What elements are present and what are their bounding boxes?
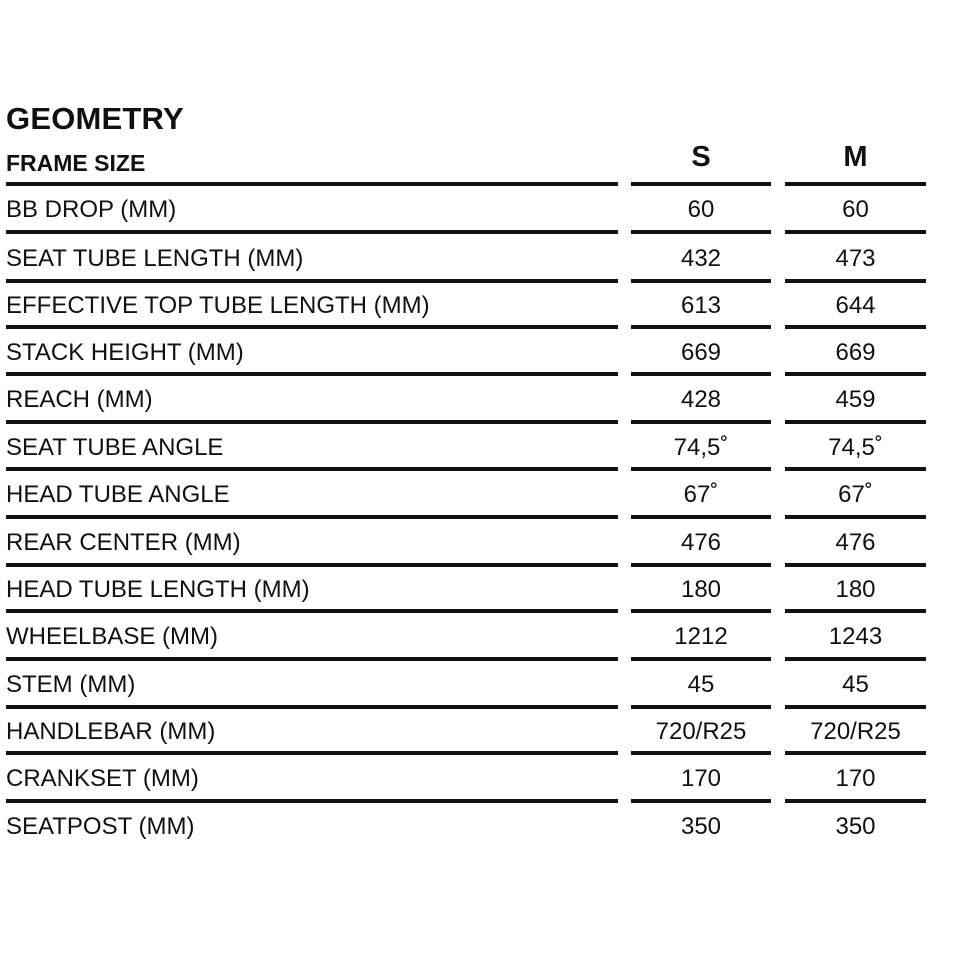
geometry-table: [6, 138, 926, 851]
size-m-value: 74,5˚: [828, 433, 883, 461]
size-s-value: 350: [680, 813, 722, 840]
table-row: [6, 613, 926, 661]
row-label: STEM (MM): [6, 671, 136, 698]
table-row: [6, 424, 926, 471]
frame-size-label: FRAME SIZE: [6, 150, 146, 176]
row-label: HANDLEBAR (MM): [6, 718, 216, 745]
table-row: [6, 661, 926, 709]
row-label: REAR CENTER (MM): [6, 529, 241, 556]
size-m-value: 473: [835, 244, 876, 272]
size-m-value: 67˚: [838, 481, 873, 508]
size-s-value: 45: [687, 671, 715, 698]
size-s-value: 432: [680, 244, 722, 272]
size-s-value: 180: [680, 576, 722, 603]
row-label: HEAD TUBE ANGLE: [6, 481, 230, 508]
table-row: [6, 376, 926, 424]
size-m-value: 60: [842, 196, 869, 223]
size-m-value: 45: [842, 671, 869, 698]
row-label: BB DROP (MM): [6, 196, 177, 223]
table-row: [6, 803, 926, 851]
size-m-header: M: [843, 141, 868, 173]
size-m-value: 170: [835, 765, 876, 792]
row-label: SEAT TUBE LENGTH (MM): [6, 244, 304, 272]
size-m-value: 720/R25: [810, 718, 901, 745]
size-s-value: 476: [680, 529, 722, 556]
size-m-value: 459: [835, 386, 876, 413]
size-s-value: 613: [680, 292, 722, 319]
size-m-value: 350: [835, 813, 876, 840]
row-label: SEAT TUBE ANGLE: [6, 433, 224, 461]
table-row: [6, 329, 926, 376]
table-header-row: [6, 138, 926, 186]
table-row: [6, 283, 926, 329]
row-label: CRANKSET (MM): [6, 765, 199, 792]
size-s-value: 74,5˚: [673, 433, 729, 461]
row-label: STACK HEIGHT (MM): [6, 338, 244, 366]
row-label: EFFECTIVE TOP TUBE LENGTH (MM): [6, 292, 430, 319]
size-s-value: 720/R25: [655, 718, 747, 745]
table-row: [6, 519, 926, 567]
size-s-value: 1212: [674, 623, 728, 650]
size-s-value: 60: [687, 196, 715, 223]
size-m-value: 1243: [828, 623, 883, 650]
size-m-value: 476: [835, 529, 876, 556]
row-label: WHEELBASE (MM): [6, 623, 219, 650]
table-row: [6, 234, 926, 283]
size-s-value: 428: [680, 386, 722, 413]
table-row: [6, 755, 926, 803]
row-label: HEAD TUBE LENGTH (MM): [6, 576, 310, 603]
table-row: [6, 709, 926, 755]
table-row: [6, 567, 926, 613]
size-s-value: 669: [680, 338, 722, 366]
row-label: REACH (MM): [6, 386, 153, 413]
size-m-value: 644: [835, 292, 876, 319]
size-s-value: 67˚: [683, 481, 719, 508]
table-row: [6, 186, 926, 234]
table-body: [6, 186, 926, 851]
size-s-value: 170: [680, 765, 722, 792]
size-s-header: S: [691, 141, 711, 173]
table-row: [6, 471, 926, 519]
size-m-value: 669: [835, 338, 876, 366]
page-title: GEOMETRY: [6, 101, 184, 136]
row-label: SEATPOST (MM): [6, 813, 195, 840]
size-m-value: 180: [835, 576, 876, 603]
